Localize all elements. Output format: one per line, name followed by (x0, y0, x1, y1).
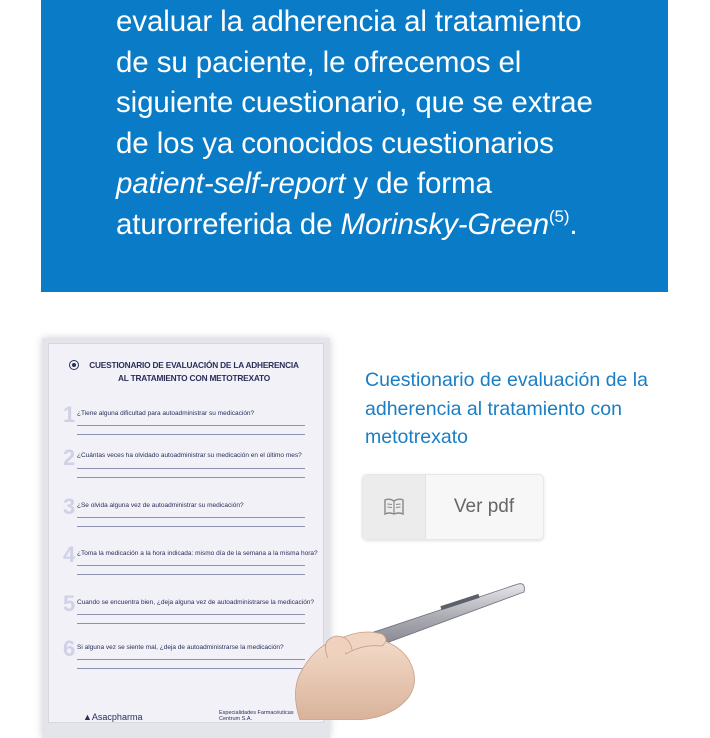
sheet-title (79, 359, 309, 385)
answer-line (77, 565, 305, 566)
question-number: 1 (63, 402, 76, 427)
question-number: 6 (63, 636, 76, 661)
book-icon (384, 498, 404, 516)
question-number: 4 (63, 542, 76, 567)
answer-line (77, 468, 305, 469)
view-pdf-button[interactable] (362, 474, 544, 540)
answer-line (77, 614, 305, 615)
question-number: 2 (63, 445, 76, 470)
answer-line (77, 425, 305, 426)
asacpharma-logo: ▲Asacpharma (83, 712, 143, 722)
answer-line (77, 668, 305, 669)
intro-line-6-start: aturorreferida de (116, 207, 341, 241)
question-text: Cuando se encuentra bien, ¿deja alguna vez de autoadministrarse la medicación? (77, 599, 315, 606)
asacpharma-logo-text: Asacpharma (91, 712, 143, 722)
question-text: ¿Toma la medicación a la hora indicada: mismo día de la semana a la misma hora? (77, 550, 318, 557)
question-number: 5 (63, 591, 76, 616)
pdf-icon-box (363, 475, 426, 539)
answer-line (77, 477, 305, 478)
intro-italic-morinsky-green: Morinsky-Green (340, 207, 549, 241)
document-title[interactable]: Cuestionario de evaluación de la adherencia al tratamiento con metotrexato (365, 369, 648, 448)
answer-line (77, 659, 305, 660)
intro-line-3: siguiente cuestionario, que se extrae (116, 86, 593, 119)
question-text: Si alguna vez se siente mal, ¿deja de autoadministrarse la medicación? (77, 644, 284, 651)
sheet-title-line-2: AL TRATAMIENTO CON METOTREXATO (118, 373, 270, 383)
hand-with-pen-illustration (290, 570, 540, 720)
sheet-title-line-1: CUESTIONARIO DE EVALUACIÓN DE LA ADHERENCIA (89, 360, 299, 370)
questionnaire-sheet-thumbnail (48, 343, 324, 723)
question-number: 3 (63, 494, 76, 519)
intro-period: . (569, 207, 578, 241)
bullet-icon (69, 360, 79, 370)
question-text: ¿Tiene alguna dificultad para autoadministrar su medicación? (77, 410, 255, 417)
answer-line (77, 434, 305, 435)
centrum-logo (219, 710, 294, 722)
intro-line-2: de su paciente, le ofrecemos el (116, 45, 522, 79)
answer-line (77, 574, 305, 575)
intro-line-4: de los ya conocidos cuestionarios (116, 126, 554, 160)
answer-line (77, 517, 305, 518)
intro-text (116, 2, 648, 245)
centrum-logo-line-2: Centrum S.A. (219, 716, 253, 722)
answer-line (77, 623, 305, 624)
intro-line-1: evaluar la adherencia al tratamiento (116, 5, 582, 38)
view-pdf-label: Ver pdf (453, 496, 515, 517)
reference-superscript: (5) (548, 206, 570, 226)
intro-line-5-rest: y de forma (345, 167, 492, 200)
question-text: ¿Se olvida alguna vez de autoadministrar su medicación? (77, 502, 244, 509)
intro-panel (41, 0, 668, 292)
centrum-logo-line-1: Especialidades Farmacéuticas (219, 710, 294, 716)
question-text: ¿Cuántas veces ha olvidado autoadministrar su medicación en el último mes? (77, 452, 302, 459)
intro-italic-patient-self-report: patient-self-report (116, 167, 346, 200)
answer-line (77, 526, 305, 527)
